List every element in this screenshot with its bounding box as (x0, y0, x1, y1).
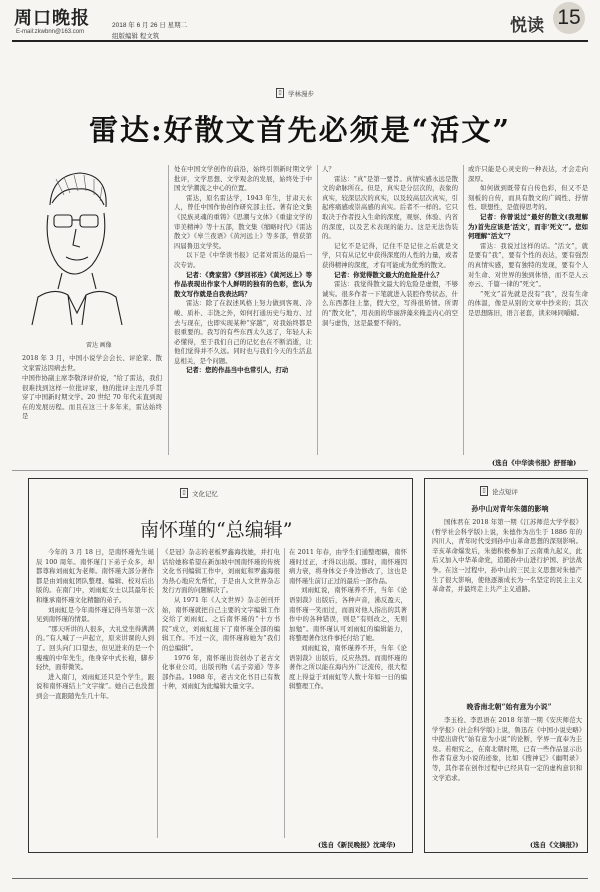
interview-question: 记者：你觉得散文最大的危险是什么？ (334, 270, 443, 279)
paragraph: 雷达，原名雷达学，1943 年生，甘肃天水人，曾任中国作协创作研究部主任。著有论文集《民族灵魂的重铸》《思潮与文体》《重建文学的审美精神》等十五部，散文集《缩略时代》《雷达散文》《皋兰夜语》《黄河远上》等多部，曾获第四届鲁迅文学奖。 (174, 193, 312, 250)
sidebar-tag-label: 论点短评 (492, 488, 518, 496)
section-divider (12, 470, 588, 471)
article1-col4 (468, 165, 588, 319)
portrait-sketch (22, 165, 126, 325)
sidebar-source: (选自《文摘报》) (530, 841, 579, 849)
article2-tag (180, 488, 218, 498)
interview-answer: 雷达：“真”是第一要旨。真情实感永远是散文的命脉所在。但是，真实是分层次的，表象的真实，较深层次的真实，以及较高层次真实，引起疼痛感或崇高感的真实。后者不一样的。它只取决于作者投入生命的深度，观察、体验、内省的深度，以及艺术表现的能力。这是无法伪装的。 (322, 174, 458, 241)
article1-source: (选自《中华读书报》舒晋瑜) (492, 459, 577, 467)
paragraph: 在 2011 年春，由学生们通整理稿，南怀瑾时过正，才得以出版。那时，南怀瑾因病力衰，将身体交予身边修改了，这也是南怀瑾生前订正过的最后一部作品。 (289, 548, 407, 585)
sidebar-headline-1: 孙中山对青年朱德的影响 (471, 504, 549, 513)
article2-col3 (289, 548, 407, 692)
header-rule (12, 40, 588, 42)
article2-source: (选自《新民晚报》沈琦华) (318, 841, 396, 849)
paragraph: 进入南门，刘雨虹还只是个学生，跟说和南怀瑾结上“文字缘”。她自己也没想到会一直跟随先生几十年。 (36, 672, 154, 700)
column-rule (157, 548, 158, 838)
article2-col2 (162, 548, 280, 692)
contact-email[interactable]: E-mail:zkwbnn@163.com (16, 29, 85, 35)
paragraph: 刘雨虹是今年南怀瑾记得当年第一次见到南怀瑾的情景。 (36, 605, 154, 624)
dateline: 2018 年 6 月 26 日 星期二 (112, 22, 188, 29)
paragraph: “那天听讲的人很多，大礼堂坐得满满的。”有人喊了一声起立，原来讲课的人到了。回头向门口望去，但见进来的是一个瘦瘦的中年先生，他身穿中式长袍，脚步轻快，面带微笑。 (36, 624, 154, 672)
column-rule (284, 548, 285, 838)
article2-col1 (36, 548, 154, 702)
sidebar-body-2: 李玉栓、李思语在 2018 年第一期《安庆师范大学学报》(社会科学版)上说，鲁迅在《中国小说史略》中提出唐代“始有意为小说”的论断，学界一直奉为圭臬。若细究之，在南北朝时期，已有一些作品显示出作者有意为小说的迹象，比如《搜神记》《幽明录》等，其作者在创作过程中已经具有一定的虚构意识和文学追求。 (432, 716, 582, 782)
paragraph: 或许只能是心灵史的一种表达，才会走向深厚。 (468, 165, 588, 183)
column-rule (317, 165, 318, 455)
column-rule (463, 165, 464, 455)
paragraph: 如何做到既带有自传色彩，但又不是刻板的自传，而具有散文的广阔性、抒情性、联想性，是值得思考的。 (468, 184, 588, 212)
paragraph: 刘雨虹说，南怀瑾养不开，当年《论语别裁》出版后，反应热烈。而南怀瑾的著作之所以能在海内外广泛流传，很大程度上得益于刘雨虹等人数十年如一日的编辑整理工作。 (289, 643, 407, 691)
interview-question: 记者：您的作品当中也常引人，打动 (186, 366, 289, 375)
article1-col2 (174, 165, 312, 376)
interview-question: 记者：你曾说过“最好的散文(我理解为)首先应该是‘活文’，而非‘死文’”。您如何理解“活文”？ (468, 212, 588, 241)
article2-tag-label: 文化记忆 (192, 490, 218, 498)
bookmark-icon: ▯ (276, 88, 284, 98)
interview-answer: 雷达：除了在叙述风格上努力做到客观、冷峻、质朴、丰饶之外，如何打通历史与地方、过去与现在，也即实现某种“穿越”，对我始终都是很重要的。我写的有些东西太久远了，年轻人未必懂得，至于我们自己的记忆也在不断消逝，让他们觉得并不久远。同时也与我们今天的生活息息相关，是个问题。 (174, 299, 312, 365)
editor-credit: 组版编辑 程文筑 (112, 33, 160, 40)
masthead-logo: 周口晚报 (14, 8, 90, 29)
page-number: 15 (553, 2, 585, 34)
paragraph: 1976 年，南怀瑾出资创办了老古文化事业公司，出版刊物《孟子旁通》等多部作品。1988 年，老古文化书目已有数十种，刘雨虹为此编辑大量文字。 (162, 653, 280, 691)
article1-tag (276, 88, 314, 98)
paragraph: 处在中国文学创作的前沿，始终引领新时期文学批评，文学思想、文学观念的发展，始终处于中国文学潮流之中心的位置。 (174, 165, 312, 193)
bookmark-icon: ▯ (180, 488, 188, 498)
paragraph: “死文”首先就是没有“我”，没有生命的体温，像是从别的文章中抄来的；其次是思想陈旧，语言老套，读来味同嚼蜡。 (468, 289, 588, 317)
sidebar-tag (480, 486, 518, 496)
interview-question: 记者：《费家营》《梦回祁连》《黄河远上》等作品表现出作家个人鲜明的独有的色彩，您认为散文写作就是自我表达吗？ (174, 270, 312, 298)
article1-col3 (322, 165, 458, 328)
paragraph: 以下是《中华读书报》记者对雷达的最后一次专访。 (174, 251, 312, 269)
paragraph: 从 1971 年《人文世界》杂志创刊开始，南怀瑾就把自己主要的文字编辑工作交给了刘雨虹。之后南怀瑾的“十方书院”成立，刘雨虹接下了南怀瑾全部的编辑工作。不过一次，南怀瑾称她为“我们的总编辑”。 (162, 595, 280, 652)
paragraph: 记忆不是记得，记住不是记住之后就是文学，只有从记忆中获得深度的人性的力量，或者获得精神的深度，才有可能成为优秀的散文。 (322, 241, 458, 269)
interview-answer: 雷达：我觉得散文最大的危险是虚假，不够诚实。很多作者一下笔就进入装腔作势状态，什么东西都往上靠，假大空，写得很矫情。所谓的“散文化”，用表面的华丽辞藻来掩盖内心的空洞与虚伪，这是最要不得的。 (322, 280, 458, 327)
article1-headline: 雷达:好散文首先必须是“活文” (88, 113, 512, 147)
sidebar-headline-2: 晚香南北朝“始有意为小说” (466, 702, 552, 711)
interview-answer: 雷达：我说过这样的话。“活文”，就是要有“我”，要有个性的表达，要有强烈的真情实感，要有独特的发现，要有个人对生命、对世界的独到体悟，而不是人云亦云、千篇一律的“死文”。 (468, 241, 588, 289)
article1-intro: 2018 年 3 月，中国小说学会会长、评论家、散文家雷达因病去世。 (22, 354, 162, 372)
section-title: 悦读 (510, 16, 544, 36)
footer-rule (12, 878, 588, 879)
article1-col1-text: 中国作协副主席李敬泽评价说，“给了雷达，我们很难找到这样一位批评家，他的批评主涅几乎贯穿了中国新时期文学。20 世纪 70 年代末直到现在的发展历程。而且在这三十多年来，雷达始终是 (22, 374, 162, 421)
article1-tag-label: 学林漫步 (288, 90, 314, 98)
article2-headline: 南怀瑾的“总编辑” (140, 519, 293, 541)
paragraph: 人？ (322, 165, 335, 173)
portrait-caption: 雷达 画像 (86, 343, 112, 349)
column-rule (168, 165, 169, 455)
paragraph: 刘雨虹说，南怀瑾养不开，当年《论语别裁》出版后，各种声音，沸反盈天，南怀瑾一笑而过，而面对他人指出的其著作中的各种错误，则是“有则改之，无则加勉”。南怀瑾认可刘雨虹的编辑能力，将整理著作这件事托付给了她。 (289, 586, 407, 643)
sidebar-body-1: 国体君在 2018 年第一期《江苏师范大学学报》(哲学社会科学版)上说，朱德作为出生于 1886 年的四川人，青年时代受到孙中山革命思想的深刻影响。辛亥革命爆发后，朱德积极参加了云南重九起义，此后又加入中华革命党，追随孙中山进行护国、护法战争。在这一过程中，孙中山的三民主义思想对朱德产生了很大影响，使他逐渐成长为一名坚定的民主主义革命者，并最终走上共产主义道路。 (432, 518, 582, 594)
paragraph: 今年的 3 月 18 日，是南怀瑾先生诞辰 100 周年。南怀瑾门下弟子众多，却都尊称刘雨虹为老师。南怀瑾大部分著作都是由刘雨虹团队整理、编辑、校对后出版的。在南门中，刘雨虹女士以其最年长和继承南怀瑾文化精髓的弟子。 (36, 548, 154, 604)
bookmark-icon: ▯ (480, 486, 488, 496)
paragraph: 《是冠》杂志的老板罗鑫海找她，并打电话给她称希望在新加坡中国南怀瑾的传统文化书刊编辑工作中，刘雨虹和罗鑫海很为热心地应允帮忙，于是由人文世界杂志发行方面的问题解决了。 (162, 548, 280, 595)
